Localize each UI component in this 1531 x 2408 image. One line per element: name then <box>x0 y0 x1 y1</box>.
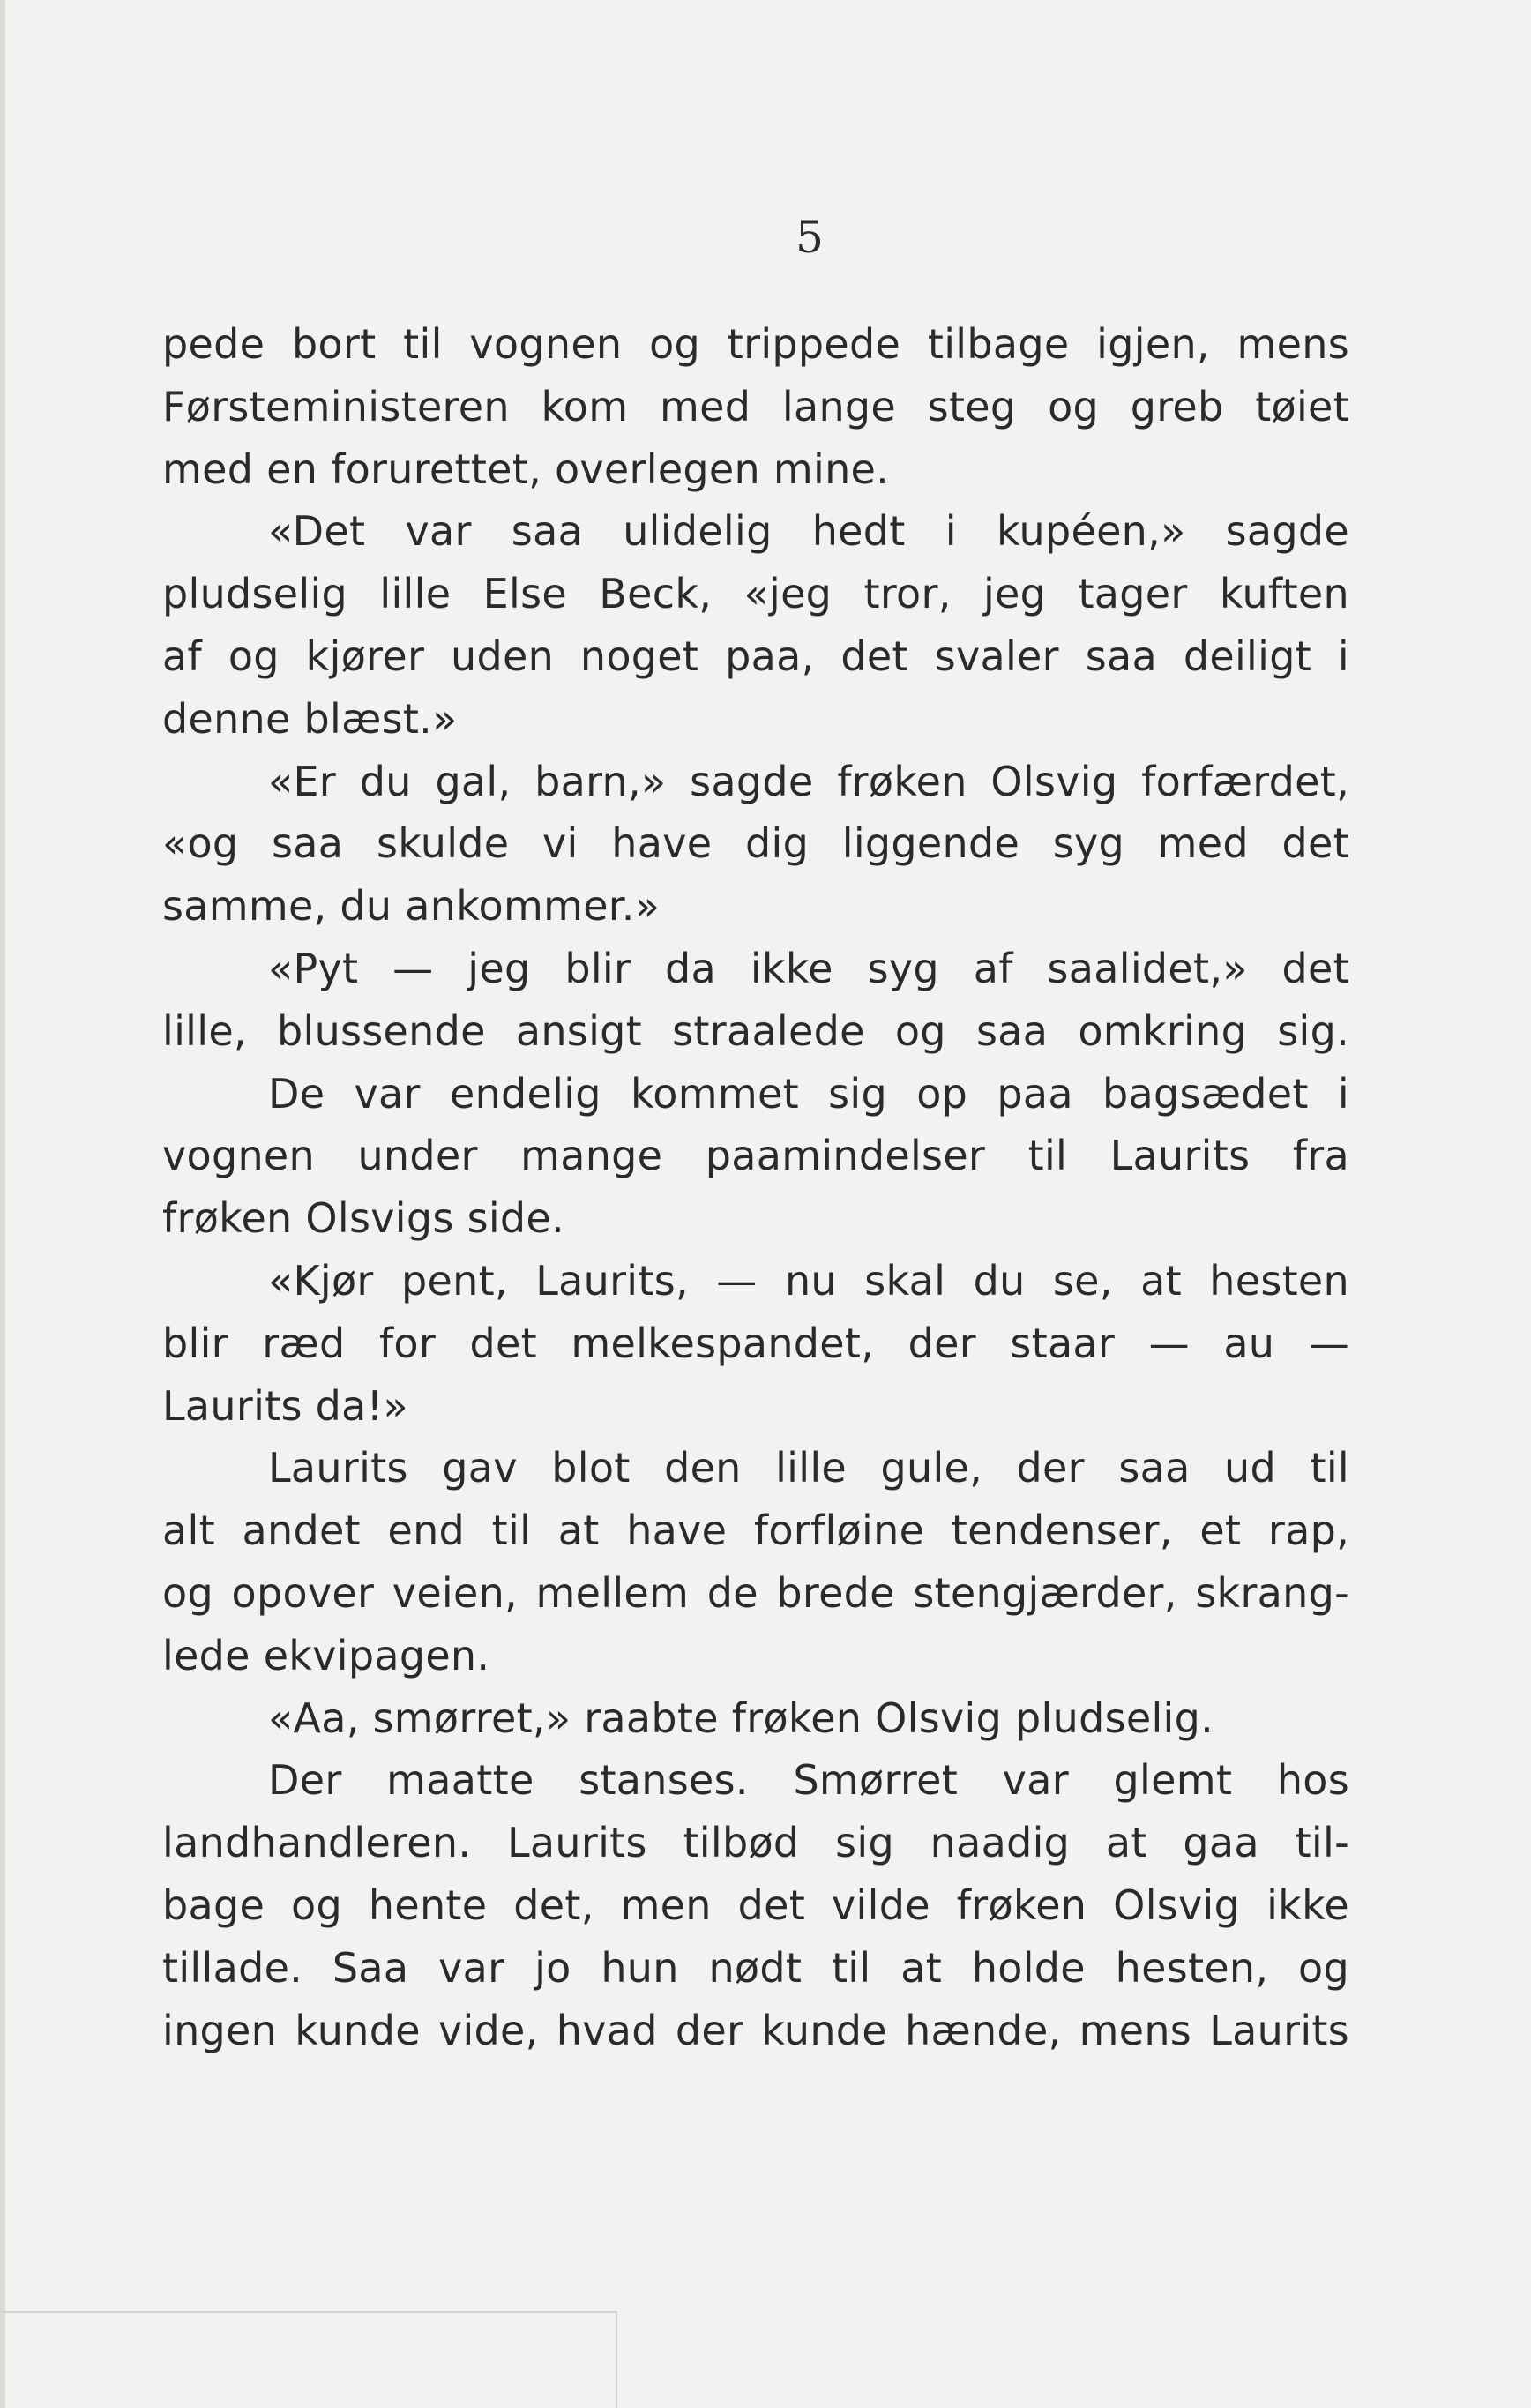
text-line: De var endelig kommet sig op paa bagsædet i <box>268 1069 1349 1118</box>
text-line: vognen under mange paamindelser til Laurits fra <box>162 1132 1349 1180</box>
page-number: 5 <box>795 212 824 263</box>
text-line: tillade. Saa var jo hun nødt til at holde hesten, og <box>162 1943 1349 1992</box>
text-line: alt andet end til at have forfløine tendenser, et rap, <box>162 1507 1349 1555</box>
page-fold-mark-vertical <box>616 2311 617 2408</box>
text-line: «Aa, smørret,» raabte frøken Olsvig pludselig. <box>268 1694 1214 1742</box>
text-line: ingen kunde vide, hvad der kunde hænde, mens Laurits <box>162 2006 1349 2054</box>
text-line: lede ekvipagen. <box>162 1631 490 1679</box>
body-text <box>162 313 1349 2061</box>
text-line: og opover veien, mellem de brede stengjærder, skrang- <box>162 1568 1349 1617</box>
text-line: «Er du gal, barn,» sagde frøken Olsvig forfærdet, <box>268 757 1349 805</box>
text-line: samme, du ankommer.» <box>162 882 661 931</box>
text-line: med en forurettet, overlegen mine. <box>162 445 890 493</box>
text-line: bage og hente det, men det vilde frøken Olsvig ikke <box>162 1881 1349 1929</box>
text-line: pede bort til vognen og trippede tilbage igjen, mens <box>162 320 1349 368</box>
text-line: denne blæst.» <box>162 694 458 743</box>
text-line: «Det var saa ulidelig hedt i kupéen,» sagde <box>268 507 1349 556</box>
page-fold-mark <box>0 2311 617 2313</box>
text-line: lille, blussende ansigt straalede og saa omkring sig. <box>162 1006 1349 1055</box>
text-line: «og saa skulde vi have dig liggende syg med det <box>162 819 1349 868</box>
text-line: frøken Olsvigs side. <box>162 1194 564 1243</box>
text-line: «Kjør pent, Laurits, — nu skal du se, at hesten <box>268 1256 1349 1305</box>
text-line: Førsteministeren kom med lange steg og greb tøiet <box>162 382 1349 430</box>
text-line: Der maatte stanses. Smørret var glemt hos <box>268 1756 1349 1805</box>
text-line: Laurits da!» <box>162 1381 408 1430</box>
text-line: af og kjører uden noget paa, det svaler saa deiligt i <box>162 632 1349 680</box>
text-line: landhandleren. Laurits tilbød sig naadig at gaa til- <box>162 1819 1349 1867</box>
text-line: «Pyt — jeg blir da ikke syg af saalidet,» det <box>268 944 1349 992</box>
text-line: Laurits gav blot den lille gule, der saa ud til <box>268 1444 1349 1492</box>
text-line: pludselig lille Else Beck, «jeg tror, jeg tager kuften <box>162 570 1349 618</box>
page-edge <box>0 0 5 2408</box>
text-line: blir ræd for det melkespandet, der staar — au — <box>162 1319 1349 1367</box>
